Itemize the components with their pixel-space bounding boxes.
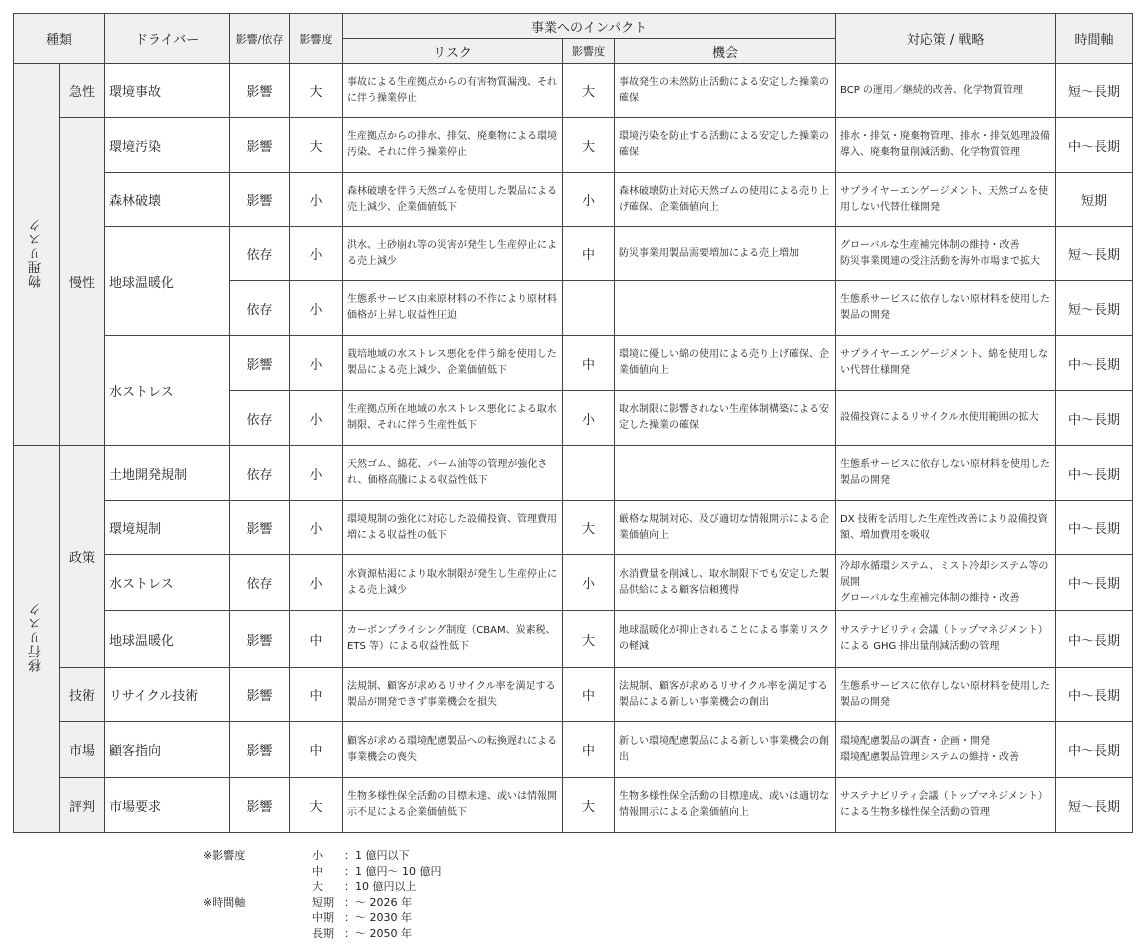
opportunity-cell: 水消費量を削減し、取水制限下でも安定した製品供給による顧客信頼獲得 — [615, 555, 836, 611]
impact-cell: 中 — [290, 611, 343, 668]
legend-label — [203, 879, 312, 895]
impact-cell: 小 — [290, 281, 343, 336]
table-row — [14, 446, 1133, 501]
impact-cell: 中 — [290, 722, 343, 778]
strategy-cell: 生態系サービスに依存しない原材料を使用した製品の開発 — [836, 668, 1056, 722]
table-row — [14, 611, 1133, 668]
influence-cell: 影響 — [230, 64, 290, 118]
group-cell — [14, 446, 60, 833]
header-opportunity: 機会 — [615, 39, 836, 64]
driver-cell: 顧客指向 — [105, 722, 230, 778]
timeline-cell: 中〜長期 — [1056, 668, 1133, 722]
impact-cell: 大 — [290, 778, 343, 833]
timeline-cell: 中〜長期 — [1056, 611, 1133, 668]
influence-cell: 影響 — [230, 173, 290, 227]
legend-value: ：〜 2030 年 — [344, 911, 412, 924]
strategy-cell: DX 技術を活用した生産性改善により設備投資額、増加費用を吸収 — [836, 501, 1056, 555]
driver-cell: 市場要求 — [105, 778, 230, 833]
influence-cell: 影響 — [230, 778, 290, 833]
legend-label — [203, 910, 312, 926]
timeline-cell: 短〜長期 — [1056, 281, 1133, 336]
opportunity-cell: 森林破壊防止対応天然ゴムの使用による売り上げ確保、企業価値向上 — [615, 173, 836, 227]
timeline-cell: 短〜長期 — [1056, 64, 1133, 118]
strategy-cell: 設備投資によるリサイクル水使用範囲の拡大 — [836, 391, 1056, 446]
legend-label: ※時間軸 — [203, 895, 246, 909]
risk-impact-cell: 大 — [563, 118, 615, 173]
influence-cell: 影響 — [230, 722, 290, 778]
timeline-cell: 短期 — [1056, 173, 1133, 227]
table-row — [14, 64, 1133, 118]
legend-value: ：〜 2026 年 — [344, 895, 412, 909]
risk-cell: 水資源枯渇により取水制限が発生し生産停止による売上減少 — [343, 555, 563, 611]
header-strategy: 対応策 / 戦略 — [836, 14, 1056, 64]
risk-cell: 生産拠点からの排水、排気、廃棄物による環境汚染、それに伴う操業停止 — [343, 118, 563, 173]
timeline-cell: 中〜長期 — [1056, 391, 1133, 446]
legend-key: 小 — [312, 849, 323, 862]
opportunity-cell — [615, 446, 836, 501]
risk-impact-cell: 小 — [563, 173, 615, 227]
driver-cell: 環境汚染 — [105, 118, 230, 173]
table-row — [14, 118, 1133, 173]
impact-cell: 大 — [290, 118, 343, 173]
risk-impact-cell: 中 — [563, 668, 615, 722]
subgroup-label: 慢性 — [60, 118, 105, 446]
timeline-cell: 中〜長期 — [1056, 118, 1133, 173]
strategy-cell: 生態系サービスに依存しない原材料を使用した製品の開発 — [836, 446, 1056, 501]
impact-cell: 小 — [290, 501, 343, 555]
risk-impact-cell: 大 — [563, 64, 615, 118]
risk-impact-cell: 中 — [563, 722, 615, 778]
opportunity-cell: 地球温暖化が抑止されることによる事業リスクの軽減 — [615, 611, 836, 668]
header-risk-impact: 影響度 — [563, 39, 615, 64]
opportunity-cell: 防災事業用製品需要増加による売上増加 — [615, 227, 836, 281]
impact-cell: 小 — [290, 336, 343, 391]
influence-cell: 依存 — [230, 281, 290, 336]
timeline-cell: 短〜長期 — [1056, 227, 1133, 281]
driver-cell: 地球温暖化 — [105, 227, 230, 336]
legend-value: ：1 億円以下 — [344, 849, 410, 862]
risk-cell: 生産拠点所在地域の水ストレス悪化による取水制限、それに伴う生産性低下 — [343, 391, 563, 446]
table-row — [14, 668, 1133, 722]
influence-cell: 依存 — [230, 446, 290, 501]
impact-cell: 小 — [290, 446, 343, 501]
risk-cell: 顧客が求める環境配慮製品への転換遅れによる事業機会の喪失 — [343, 722, 563, 778]
legend-label: ※影響度 — [203, 849, 246, 862]
risk-impact-cell: 大 — [563, 501, 615, 555]
table-row — [14, 778, 1133, 833]
risk-impact-cell: 中 — [563, 227, 615, 281]
table-row — [14, 336, 1133, 391]
risk-impact-cell: 大 — [563, 611, 615, 668]
timeline-cell: 中〜長期 — [1056, 555, 1133, 611]
strategy-cell: 生態系サービスに依存しない原材料を使用した製品の開発 — [836, 281, 1056, 336]
legend — [203, 848, 442, 941]
risk-cell: 生物多様性保全活動の目標未達、或いは情報開示不足による企業価値低下 — [343, 778, 563, 833]
legend-key: 短期 — [312, 895, 334, 909]
opportunity-cell: 法規制、顧客が求めるリサイクル率を満足する製品による新しい事業機会の創出 — [615, 668, 836, 722]
risk-impact-cell — [563, 446, 615, 501]
influence-cell: 依存 — [230, 227, 290, 281]
risk-cell: 天然ゴム、綿花、パーム油等の管理が強化され、価格高騰による収益性低下 — [343, 446, 563, 501]
risk-cell: 環境規制の強化に対応した設備投資、管理費用増による収益性の低下 — [343, 501, 563, 555]
subgroup-label: 急性 — [60, 64, 105, 118]
legend-key: 長期 — [312, 926, 334, 940]
impact-cell: 中 — [290, 668, 343, 722]
strategy-cell: 排水・排気・廃棄物管理、排水・排気処理設備導入、廃棄物量削減活動、化学物質管理 — [836, 118, 1056, 173]
legend-row — [203, 926, 442, 942]
header-business-impact: 事業へのインパクト — [343, 14, 836, 39]
driver-cell: 水ストレス — [105, 555, 230, 611]
legend-label — [203, 926, 312, 942]
driver-cell: 森林破壊 — [105, 173, 230, 227]
table-row — [14, 501, 1133, 555]
header-influence: 影響/依存 — [230, 14, 290, 64]
header-timeline: 時間軸 — [1056, 14, 1133, 64]
legend-row — [203, 848, 442, 864]
strategy-cell: サステナビリティ会議（トップマネジメント）による GHG 排出量削減活動の管理 — [836, 611, 1056, 668]
driver-cell: 水ストレス — [105, 336, 230, 446]
timeline-cell: 短〜長期 — [1056, 778, 1133, 833]
impact-cell: 小 — [290, 227, 343, 281]
opportunity-cell: 新しい環境配慮製品による新しい事業機会の創出 — [615, 722, 836, 778]
strategy-cell: 環境配慮製品の調査・企画・開発 環境配慮製品管理システムの維持・改善 — [836, 722, 1056, 778]
header-impact: 影響度 — [290, 14, 343, 64]
strategy-cell: サステナビリティ会議（トップマネジメント）による生物多様性保全活動の管理 — [836, 778, 1056, 833]
influence-cell: 影響 — [230, 118, 290, 173]
subgroup-label: 市場 — [60, 722, 105, 778]
strategy-cell: BCP の運用／継続的改善、化学物質管理 — [836, 64, 1056, 118]
subgroup-label: 評判 — [60, 778, 105, 833]
risk-cell: 事故による生産拠点からの有害物質漏洩、それに伴う操業停止 — [343, 64, 563, 118]
subgroup-label: 技術 — [60, 668, 105, 722]
driver-cell: 環境事故 — [105, 64, 230, 118]
impact-cell: 小 — [290, 173, 343, 227]
legend-row — [203, 879, 442, 895]
risk-impact-cell: 中 — [563, 336, 615, 391]
timeline-cell: 中〜長期 — [1056, 501, 1133, 555]
impact-cell: 小 — [290, 391, 343, 446]
risk-impact-cell: 大 — [563, 778, 615, 833]
timeline-cell: 中〜長期 — [1056, 336, 1133, 391]
risk-impact-cell — [563, 281, 615, 336]
header-risk: リスク — [343, 39, 563, 64]
legend-key: 中期 — [312, 911, 334, 924]
risk-cell: 生態系サービス由来原材料の不作により原材料価格が上昇し収益性圧迫 — [343, 281, 563, 336]
influence-cell: 影響 — [230, 611, 290, 668]
legend-value: ：1 億円〜 10 億円 — [344, 864, 442, 878]
risk-cell: 法規制、顧客が求めるリサイクル率を満足する製品が開発できず事業機会を損失 — [343, 668, 563, 722]
opportunity-cell: 厳格な規制対応、及び適切な情報開示による企業価値向上 — [615, 501, 836, 555]
table-row — [14, 227, 1133, 281]
risk-impact-cell: 小 — [563, 555, 615, 611]
opportunity-cell: 環境汚染を防止する活動による安定した操業の確保 — [615, 118, 836, 173]
strategy-cell: グローバルな生産補完体制の維持・改善 防災事業関連の受注活動を海外市場まで拡大 — [836, 227, 1056, 281]
driver-cell: 土地開発規制 — [105, 446, 230, 501]
influence-cell: 依存 — [230, 391, 290, 446]
opportunity-cell: 生物多様性保全活動の目標達成、或いは適切な情報開示による企業価値向上 — [615, 778, 836, 833]
legend-value: ：〜 2050 年 — [344, 926, 412, 940]
influence-cell: 影響 — [230, 668, 290, 722]
timeline-cell: 中〜長期 — [1056, 722, 1133, 778]
risk-cell: 栽培地域の水ストレス悪化を伴う綿を使用した製品による売上減少、企業価値低下 — [343, 336, 563, 391]
legend-label — [203, 864, 312, 880]
legend-row — [203, 910, 442, 926]
strategy-cell: 冷却水循環システム、ミスト冷却システム等の展開 グローバルな生産補完体制の維持・改善 — [836, 555, 1056, 611]
influence-cell: 依存 — [230, 555, 290, 611]
table-row — [14, 722, 1133, 778]
impact-cell: 小 — [290, 555, 343, 611]
influence-cell: 影響 — [230, 336, 290, 391]
legend-value: ：10 億円以上 — [344, 880, 417, 893]
strategy-cell: サプライヤーエンゲージメント、天然ゴムを使用しない代替仕様開発 — [836, 173, 1056, 227]
table-row — [14, 555, 1133, 611]
legend-key: 大 — [312, 880, 323, 893]
driver-cell: 地球温暖化 — [105, 611, 230, 668]
risk-cell: 森林破壊を伴う天然ゴムを使用した製品による売上減少、企業価値低下 — [343, 173, 563, 227]
risk-table — [13, 13, 1133, 833]
opportunity-cell: 環境に優しい綿の使用による売り上げ確保、企業価値向上 — [615, 336, 836, 391]
driver-cell: リサイクル技術 — [105, 668, 230, 722]
header-driver: ドライバー — [105, 14, 230, 64]
opportunity-cell: 取水制限に影響されない生産体制構築による安定した操業の確保 — [615, 391, 836, 446]
group-label: 移行リスク — [29, 602, 44, 672]
risk-impact-cell: 小 — [563, 391, 615, 446]
risk-cell: 洪水、土砂崩れ等の災害が発生し生産停止による売上減少 — [343, 227, 563, 281]
legend-key: 中 — [312, 864, 323, 878]
impact-cell: 大 — [290, 64, 343, 118]
legend-row — [203, 864, 442, 880]
driver-cell: 環境規制 — [105, 501, 230, 555]
header-type: 種類 — [14, 14, 105, 64]
subgroup-label: 政策 — [60, 446, 105, 668]
influence-cell: 影響 — [230, 501, 290, 555]
group-cell — [14, 64, 60, 446]
opportunity-cell: 事故発生の未然防止活動による安定した操業の確保 — [615, 64, 836, 118]
group-label: 物理リスク — [29, 217, 44, 288]
timeline-cell: 中〜長期 — [1056, 446, 1133, 501]
strategy-cell: サプライヤーエンゲージメント、綿を使用しない代替仕様開発 — [836, 336, 1056, 391]
opportunity-cell — [615, 281, 836, 336]
table-row — [14, 173, 1133, 227]
risk-cell: カーボンプライシング制度（CBAM、炭素税、ETS 等）による収益性低下 — [343, 611, 563, 668]
legend-row — [203, 895, 442, 911]
